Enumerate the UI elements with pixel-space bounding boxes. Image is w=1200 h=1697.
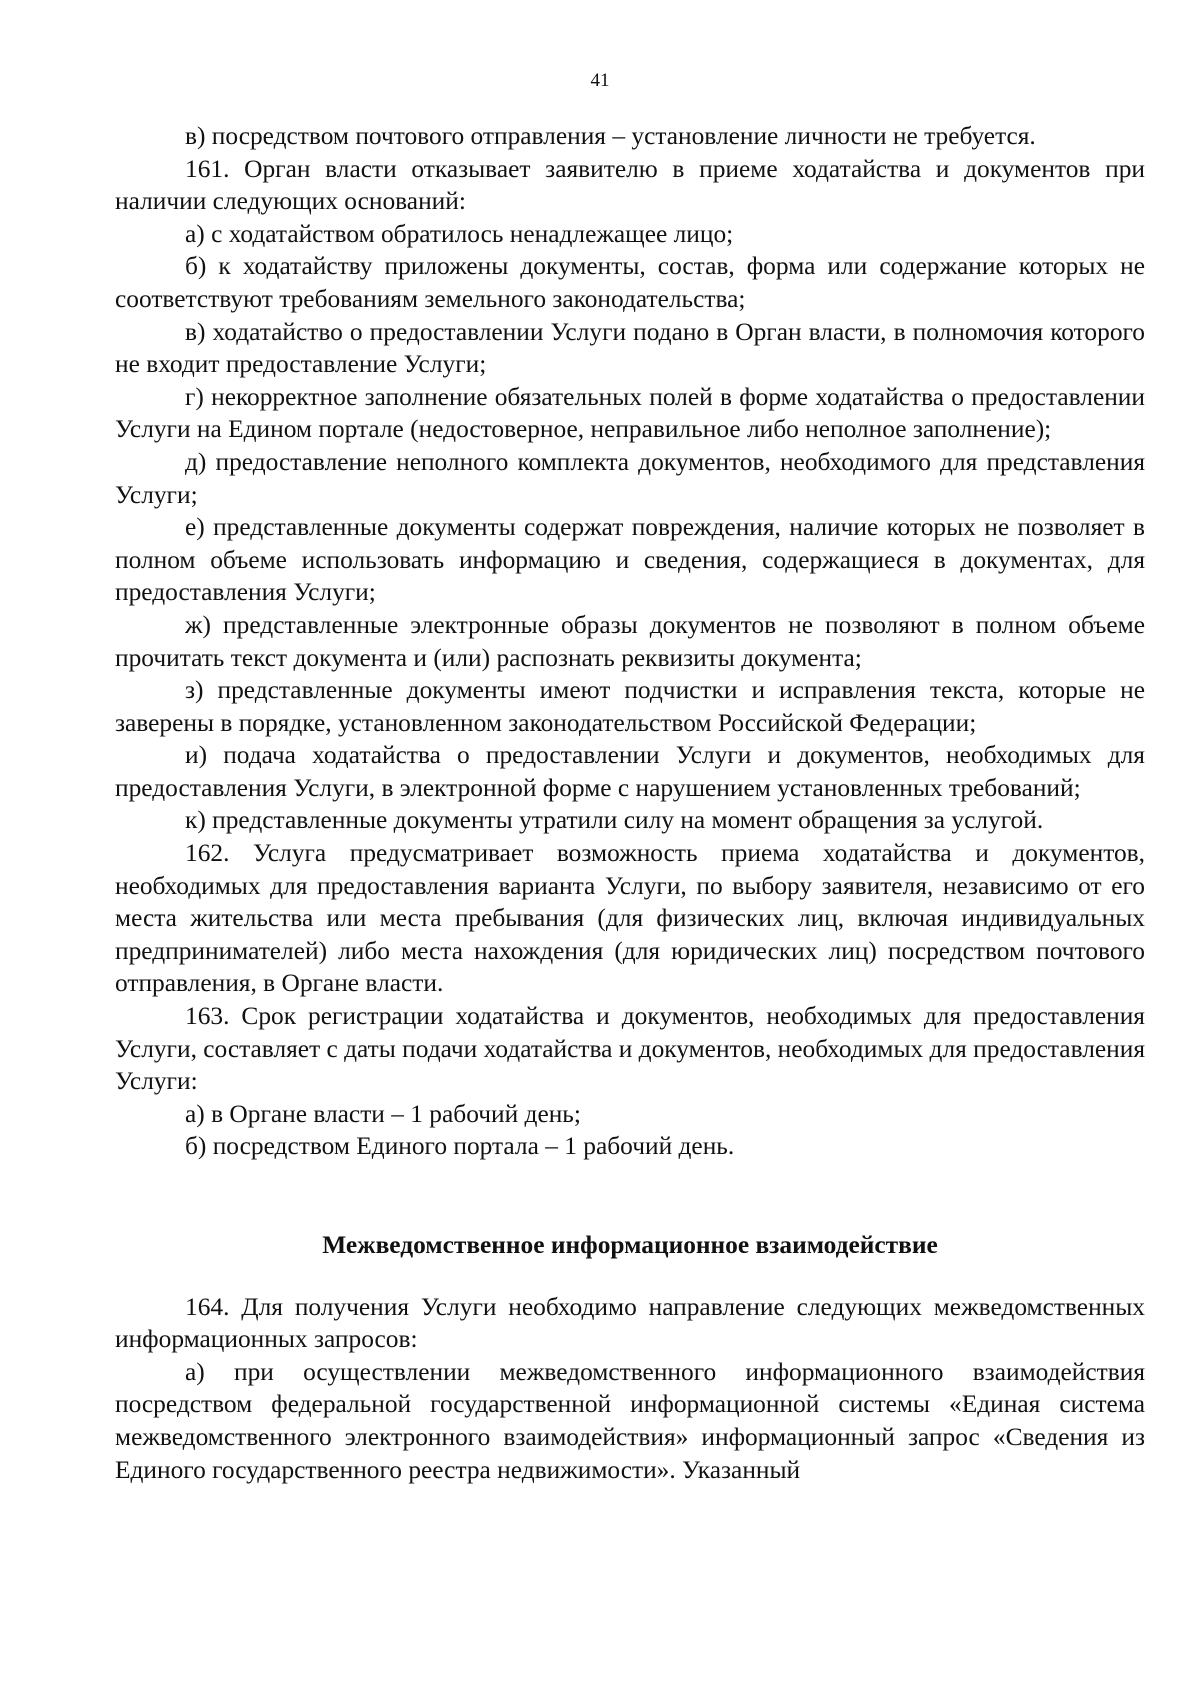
- paragraph-161-b: б) к ходатайству приложены документы, состав, форма или содержание которых не соответствуют требованиям земельного законодательства;: [115, 252, 1145, 313]
- paragraph-161-zh: ж) представленные электронные образы документов не позволяют в полном объеме прочитать текст документа и (или) распознать реквизиты документа;: [115, 610, 1145, 672]
- paragraph-164-a: а) при осуществлении межведомственного информационного взаимодействия посредством федеральной государственной информационной системы «Единая система межведомственного электронного взаимодействия» информационный запрос «Сведения из Единого государственного реестра недвижимости». Указанный: [115, 1357, 1145, 1484]
- document-body: [115, 120, 1145, 1486]
- paragraph-161-k: к) представленные документы утратили силу на момент обращения за услугой.: [185, 806, 1044, 835]
- paragraph-161-d: д) предоставление неполного комплекта документов, необходимого для представления Услуги;: [115, 447, 1145, 509]
- paragraph-161-g: г) некорректное заполнение обязательных полей в форме ходатайства о предоставлении Услуги на Едином портале (недостоверное, неправильное либо неполное заполнение);: [115, 382, 1145, 444]
- paragraph-161-e: е) представленные документы содержат повреждения, наличие которых не позволяет в полном объеме использовать информацию и сведения, содержащиеся в документах, для предоставления Услуги;: [115, 513, 1145, 607]
- paragraph-163-b: б) посредством Единого портала – 1 рабочий день.: [185, 1132, 735, 1161]
- paragraph-161-a: а) с ходатайством обратилось ненадлежащее лицо;: [185, 219, 734, 248]
- paragraph-161-z: з) представленные документы имеют подчистки и исправления текста, которые не заверены в порядке, установленном законодательством Российской Федерации;: [115, 676, 1145, 737]
- paragraph-162: 162. Услуга предусматривает возможность приема ходатайства и документов, необходимых для предоставления варианта Услуги, по выбору заявителя, независимо от его места жительства или места пребывания (для физических лиц, включая индивидуальных предпринимателей) либо места нахождения (для юридических лиц) посредством почтового отправления, в Органе власти.: [115, 839, 1145, 998]
- paragraph-164: 164. Для получения Услуги необходимо направление следующих межведомственных информационных запросов:: [115, 1292, 1145, 1354]
- paragraph-163-a: а) в Органе власти – 1 рабочий день;: [185, 1099, 581, 1128]
- paragraph-163: 163. Срок регистрации ходатайства и документов, необходимых для предоставления Услуги, составляет с даты подачи ходатайства и документов, необходимых для предоставления Услуги:: [115, 1002, 1146, 1096]
- section-spacer: [115, 1163, 1145, 1197]
- paragraph-161-v: в) ходатайство о предоставлении Услуги подано в Орган власти, в полномочия которого не входит предоставление Услуги;: [115, 317, 1145, 379]
- paragraph-161: 161. Орган власти отказывает заявителю в приеме ходатайства и документов при наличии следующих оснований:: [115, 154, 1145, 216]
- page-number: 41: [590, 70, 610, 91]
- paragraph-161-i: и) подача ходатайства о предоставлении Услуги и документов, необходимых для предоставления Услуги, в электронной форме с нарушением установленных требований;: [115, 741, 1145, 802]
- paragraph-item-v-postal: в) посредством почтового отправления – установление личности не требуется.: [185, 122, 1036, 150]
- section-heading: Межведомственное информационное взаимодействие: [322, 1231, 938, 1259]
